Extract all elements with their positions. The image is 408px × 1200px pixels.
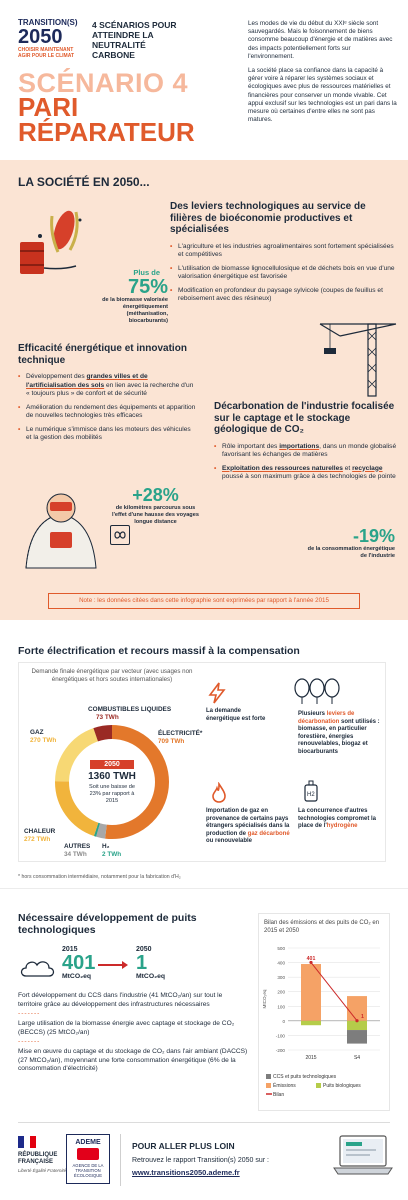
arrow-right-icon <box>96 960 130 970</box>
puits-description: Fort développement du CCS dans l'industrie (41 MtCO₂/an) sur tout le territoire grâce au développement des infrastructures nécessaires ------- Large utilisation de la biomasse énergie avec captage et stockage de CO₂ (BECCS) (25 MtCO₂/an) ------- Mise en œuvre du captage et du stockage de CO₂ dans l'air ambiant (DACCS) (27 MtCO₂/an), moyennant une forte consommation énergétique (6% de la consommation d'électricité) <box>18 992 248 1072</box>
legend-label: CCS et puits technologiques <box>273 1074 337 1080</box>
bar--missions <box>301 964 321 1021</box>
person-headset-illustration <box>16 480 106 570</box>
ademe-mark-icon <box>77 1148 99 1160</box>
footer-separator <box>120 1134 121 1186</box>
laptop-icon <box>332 1130 394 1180</box>
chart-title: Bilan des émissions et des puits de CO₂ en 2015 et 2050 <box>264 920 380 934</box>
french-flag-icon <box>18 1136 36 1148</box>
infinity-icon <box>110 525 130 545</box>
demand-text: La demande énergétique est forte <box>206 708 266 722</box>
list-item: • L'agriculture et les industries agroalimentaires sont fortement spécialisées et compétitives <box>170 243 395 260</box>
legend-swatch <box>316 1083 321 1088</box>
bilan-point <box>355 1019 358 1022</box>
list-item: • Développement des grandes villes et de l'artificialisation des sols en lien avec la recherche d'un « toujours plus » de confort et de sécurité <box>18 373 198 399</box>
further-reading-text: Retrouvez le rapport Transition(s) 2050 sur : <box>132 1157 269 1164</box>
center-year: 2050 <box>104 761 120 768</box>
decarbonation-block <box>214 401 398 487</box>
republique-francaise-logo: RÉPUBLIQUE FRANÇAISE Liberté Égalité Fraternité <box>18 1136 70 1173</box>
legend-label: Bilan <box>273 1092 285 1098</box>
y-tick-label: 0 <box>282 1018 285 1024</box>
label-other: AUTRES 34 TWh <box>64 843 91 858</box>
donut-title: Demande finale énergétique par vecteur (avec usages non énergétiques et hors soutes internationales) <box>31 668 193 683</box>
bioeconomy-block <box>170 201 395 309</box>
transitions-2050-logo: TRANSITION(S) 2050 CHOISIR MAINTENANT AGIR POUR LE CLIMAT <box>18 18 78 59</box>
report-link[interactable]: www.transitions2050.ademe.fr <box>132 1168 240 1177</box>
header-title: 4 SCÉNARIOS POUR ATTEINDRE LA NEUTRALITÉ CARBONE <box>92 20 177 60</box>
list-item: • Le numérique s'immisce dans les moteurs des véhicules et la gestion des mobilités <box>18 426 198 443</box>
efficiency-bullets <box>18 373 198 443</box>
kilometers-stat: +28% de kilomètres parcourus sous l'effet d'une hausse des voyages longue distance <box>112 485 199 525</box>
y-tick-label: 200 <box>277 989 285 995</box>
x-tick-label: S4 <box>353 1055 361 1061</box>
value-liquid: 73 TWh <box>96 714 119 721</box>
data-note: Note : les données citées dans cette infographie sont exprimées par rapport à l'année 2015 <box>48 593 360 609</box>
list-item: • L'utilisation de biomasse lignocellulosique et de déchets bois en vue d'une valorisation énergétique est favorisée <box>170 265 395 282</box>
center-total: 1360 TWH <box>88 771 136 782</box>
y-axis-label: MtCO₂eq <box>262 989 267 1009</box>
svg-text:H2: H2 <box>307 792 315 798</box>
y-tick-label: -100 <box>275 1033 285 1039</box>
label-electricity: ÉLECTRICITÉ* 709 TWh <box>158 730 203 745</box>
bioeconomy-title: Des leviers technologiques au service de filières de bioéconomie productives et spécialisées <box>170 201 366 235</box>
y-tick-label: 400 <box>277 960 285 966</box>
corn-barrel-illustration <box>14 200 90 280</box>
label-heat: CHALEUR 272 TWh <box>24 828 56 843</box>
scenario-name: PARI RÉPARATEUR <box>18 92 195 147</box>
label-gas: GAZ 270 TWh <box>30 729 57 744</box>
label-h2: H₂ 2 TWh <box>102 843 122 858</box>
crane-illustration <box>300 318 400 398</box>
legend-label: Émissions <box>273 1083 296 1089</box>
data-label: 1 <box>361 1014 364 1021</box>
list-item: • Amélioration du rendement des équipements et apparition de nouvelles technologies très efficaces <box>18 404 198 421</box>
emissions-2050: 2050 1 MtCO₂eq <box>136 946 166 980</box>
bar-puits-biologiques <box>301 1021 321 1025</box>
list-item: • Rôle important des importations, dans un monde globalisé favorisant les échanges de matières <box>214 443 398 460</box>
y-tick-label: 300 <box>277 975 285 981</box>
ademe-logo: ADEME AGENCE DE LA TRANSITION ÉCOLOGIQUE <box>66 1134 110 1184</box>
hydrogen-text: La concurrence d'autres technologies compromet la place de l'hydrogène <box>298 808 377 829</box>
hydrogen-tank-icon <box>300 780 322 802</box>
y-tick-label: 500 <box>277 946 285 951</box>
legend-swatch <box>266 1083 271 1088</box>
center-text: Soit une baisse de 23% par rapport à 2015 <box>88 784 136 804</box>
decarbonation-title: Décarbonation de l'industrie focalisée sur le captage et le stockage géologique de CO₂ <box>214 401 395 435</box>
decarbonation-bullets <box>214 443 398 482</box>
co2-balance-chart <box>258 938 390 1110</box>
flame-icon <box>208 782 230 804</box>
efficiency-block <box>18 343 198 448</box>
list-item: • Exploitation des ressources naturelles et recyclage poussé à son maximum grâce à des technologies de pointe <box>214 465 398 482</box>
efficiency-title: Efficacité énergétique et innovation technique <box>18 343 187 366</box>
trees-icon <box>292 678 342 706</box>
legend-swatch <box>266 1074 271 1079</box>
bar--missions <box>347 996 367 1021</box>
industry-stat: -19% de la consommation énergétique de l'industrie <box>307 526 395 559</box>
y-tick-label: 100 <box>277 1004 285 1010</box>
list-item: • Modification en profondeur du paysage sylvicole (coupes de feuillus et reboisement avec des résineux) <box>170 287 395 304</box>
cloud-icon <box>18 956 58 978</box>
gas-import-text: Importation de gaz en provenance de certains pays étrangers spécialisés dans la production de gaz décarboné ou renouvelable <box>206 808 290 844</box>
society-heading: LA SOCIÉTÉ EN 2050... <box>18 175 150 189</box>
further-reading-title: POUR ALLER PLUS LOIN <box>132 1141 235 1151</box>
legend-label: Puits biologiques <box>323 1083 361 1089</box>
electrification-footnote: * hors consommation intermédiaire, notamment pour la fabrication d'H₂ <box>18 874 181 880</box>
bioeconomy-bullets <box>170 243 395 304</box>
y-tick-label: -200 <box>275 1048 285 1053</box>
biomass-stat: Plus de 75% de la biomasse valorisée énergétiquement (méthanisation, biocarburants) <box>102 268 168 324</box>
x-tick-label: 2015 <box>305 1055 317 1061</box>
footer-divider <box>18 1122 390 1123</box>
data-label: 401 <box>306 955 316 962</box>
puits-title: Nécessaire développement de puits technologiques <box>18 912 197 936</box>
electrification-title: Forte électrification et recours massif à la compensation <box>18 645 300 657</box>
label-liquid: COMBUSTIBLES LIQUIDES <box>88 706 172 713</box>
scenario-intro: Les modes de vie du début du XXIᵉ siècle sont sauvegardés. Mais le foisonnement de biens consomme beaucoup d'énergie et de matières avec des impacts potentiellement forts sur l'environnement. La société place sa confiance dans la capacité à gérer voire à réparer les systèmes sociaux et écologiques avec plus de ressources matérielles et financières pour conserver un monde vivable. Cet appui exclusif sur les technologies est un pari dans la mesure où certaines d'entre elles ne sont pas matures. <box>248 20 397 124</box>
decarbonation-levers-text: Plusieurs leviers de décarbonation sont utilisés : biomasse, en particulier forestière, énergies renouvelables, biogaz et biocarburants <box>298 711 380 755</box>
section-divider <box>0 888 408 889</box>
bar-ccs-et-puits-technologiques <box>347 1030 367 1044</box>
lightning-icon <box>206 682 228 704</box>
scenario-label: SCÉNARIO 4 <box>18 68 189 98</box>
emissions-2015: 2015 401 MtCO₂eq <box>62 946 96 980</box>
